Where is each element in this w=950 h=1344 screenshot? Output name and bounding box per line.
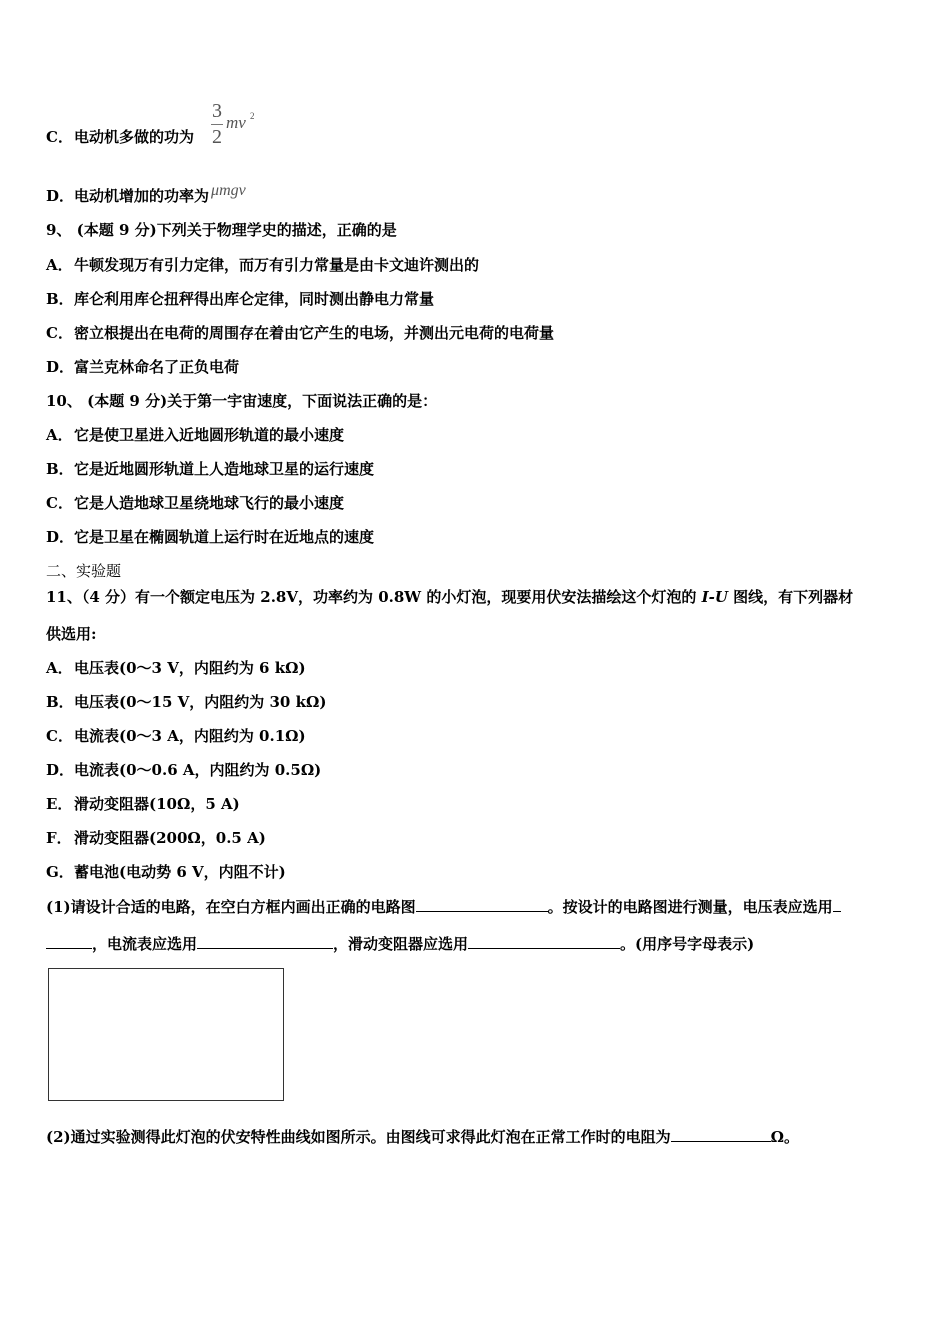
q10-option-c (46, 493, 344, 513)
option-label: D． (46, 187, 75, 205)
option-label: D． (46, 761, 75, 779)
q11-option-e (46, 794, 240, 814)
option-text: 电动机多做的功为 (74, 128, 195, 146)
rheostat-answer-blank[interactable] (468, 934, 620, 949)
q11-option-c (46, 726, 306, 746)
part2-text: (2)通过实验测得此灯泡的伏安特性曲线如图所示。由图线可求得此灯泡在正常工作时的电阻为 (46, 1128, 671, 1146)
iu-label: I-U (701, 588, 728, 606)
q10-title: 10、 (本题 9 分)关于第一宇宙速度，下面说法正确的是： (46, 392, 438, 410)
option-label: C． (46, 128, 73, 146)
option-label: A． (46, 426, 73, 444)
circuit-drawing-box[interactable] (48, 968, 284, 1101)
option-label: G． (46, 863, 74, 881)
circuit-answer-blank[interactable] (416, 897, 548, 912)
option-label: B． (46, 460, 74, 478)
q9-option-d (46, 357, 239, 377)
option-label: F． (46, 829, 72, 847)
formula-expression: mv (226, 113, 246, 132)
q11-option-f (46, 828, 266, 848)
part1-text: 。按设计的电路图进行测量，电压表应选用 (547, 898, 833, 916)
option-text: 密立根提出在电荷的周围存在着由它产生的电场，并测出元电荷的电荷量 (74, 324, 555, 342)
fraction-bar (211, 124, 223, 125)
q11-option-a (46, 658, 306, 678)
formula-expression: μmgv (211, 182, 246, 199)
q9-title: 9、 (本题 9 分)下列关于物理学史的描述，正确的是 (46, 221, 397, 239)
option-text: 富兰克林命名了正负电荷 (74, 358, 240, 376)
q8-option-d (46, 182, 246, 207)
part1-text: (1)请设计合适的电路，在空白方框内画出正确的电路图 (46, 898, 416, 916)
option-text: 滑动变阻器(10Ω，5 A) (74, 795, 240, 813)
option-text: 滑动变阻器(200Ω，0.5 A) (74, 829, 266, 847)
fraction-denominator: 2 (212, 126, 222, 148)
fraction-numerator: 3 (212, 100, 222, 122)
part1-text: ，电流表应选用 (92, 935, 198, 953)
option-text: 牛顿发现万有引力定律，而万有引力常量是由卡文迪许测出的 (74, 256, 480, 274)
option-text: 蓄电池(电动势 6 V，内阻不计) (74, 863, 286, 881)
option-label: C． (46, 494, 73, 512)
q10-option-d (46, 527, 374, 547)
voltmeter-answer-blank[interactable] (833, 897, 841, 912)
resistance-answer-blank[interactable] (671, 1127, 771, 1142)
fraction-formula (210, 100, 260, 150)
option-label: C． (46, 324, 73, 342)
q11-part1-line2 (46, 934, 754, 954)
q8-option-c (46, 127, 194, 147)
q10-option-a (46, 425, 344, 445)
option-text: 电压表(0～15 V，内阻约为 30 kΩ) (74, 693, 327, 711)
option-label: E． (46, 795, 73, 813)
q10-option-b (46, 459, 374, 479)
part2-text: Ω。 (770, 1128, 799, 1146)
q11-intro-cont: 供选用: (46, 625, 97, 643)
voltmeter-answer-blank-cont[interactable] (46, 934, 92, 949)
q11-option-g (46, 862, 286, 882)
option-text: 库仑利用库仑扭秤得出库仑定律，同时测出静电力常量 (74, 290, 435, 308)
option-text: 它是使卫星进入近地圆形轨道的最小速度 (74, 426, 345, 444)
option-text: 它是卫星在椭圆轨道上运行时在近地点的速度 (74, 528, 375, 546)
formula-exponent: 2 (250, 111, 255, 121)
part1-text: ，滑动变阻器应选用 (333, 935, 469, 953)
q11-intro (46, 587, 853, 607)
q11-option-d (46, 760, 321, 780)
option-label: B． (46, 290, 74, 308)
part1-text: 。(用序号字母表示) (620, 935, 755, 953)
q9-option-a (46, 255, 479, 275)
q11-part1-line1 (46, 897, 841, 917)
option-label: D． (46, 528, 75, 546)
option-text: 电动机增加的功率为 (74, 187, 210, 205)
section-title: 二、实验题 (46, 562, 122, 580)
q11-part2 (46, 1127, 799, 1147)
option-text: 它是人造地球卫星绕地球飞行的最小速度 (74, 494, 345, 512)
q11-intro-text-end: 图线，有下列器材 (727, 588, 854, 606)
q9-option-b (46, 289, 434, 309)
option-label: D． (46, 358, 75, 376)
q11-intro-text: 11、（4 分）有一个额定电压为 2.8V，功率约为 0.8W 的小灯泡，现要用伏安法描绘这个灯泡的 (46, 588, 702, 606)
option-text: 电流表(0～0.6 A，内阻约为 0.5Ω) (74, 761, 322, 779)
ammeter-answer-blank[interactable] (197, 934, 333, 949)
option-label: B． (46, 693, 74, 711)
option-text: 它是近地圆形轨道上人造地球卫星的运行速度 (74, 460, 375, 478)
option-label: C． (46, 727, 73, 745)
option-label: A． (46, 659, 73, 677)
q11-option-b (46, 692, 326, 712)
option-text: 电流表(0～3 A，内阻约为 0.1Ω) (74, 727, 306, 745)
option-label: A． (46, 256, 73, 274)
option-text: 电压表(0～3 V，内阻约为 6 kΩ) (74, 659, 306, 677)
q9-option-c (46, 323, 554, 343)
